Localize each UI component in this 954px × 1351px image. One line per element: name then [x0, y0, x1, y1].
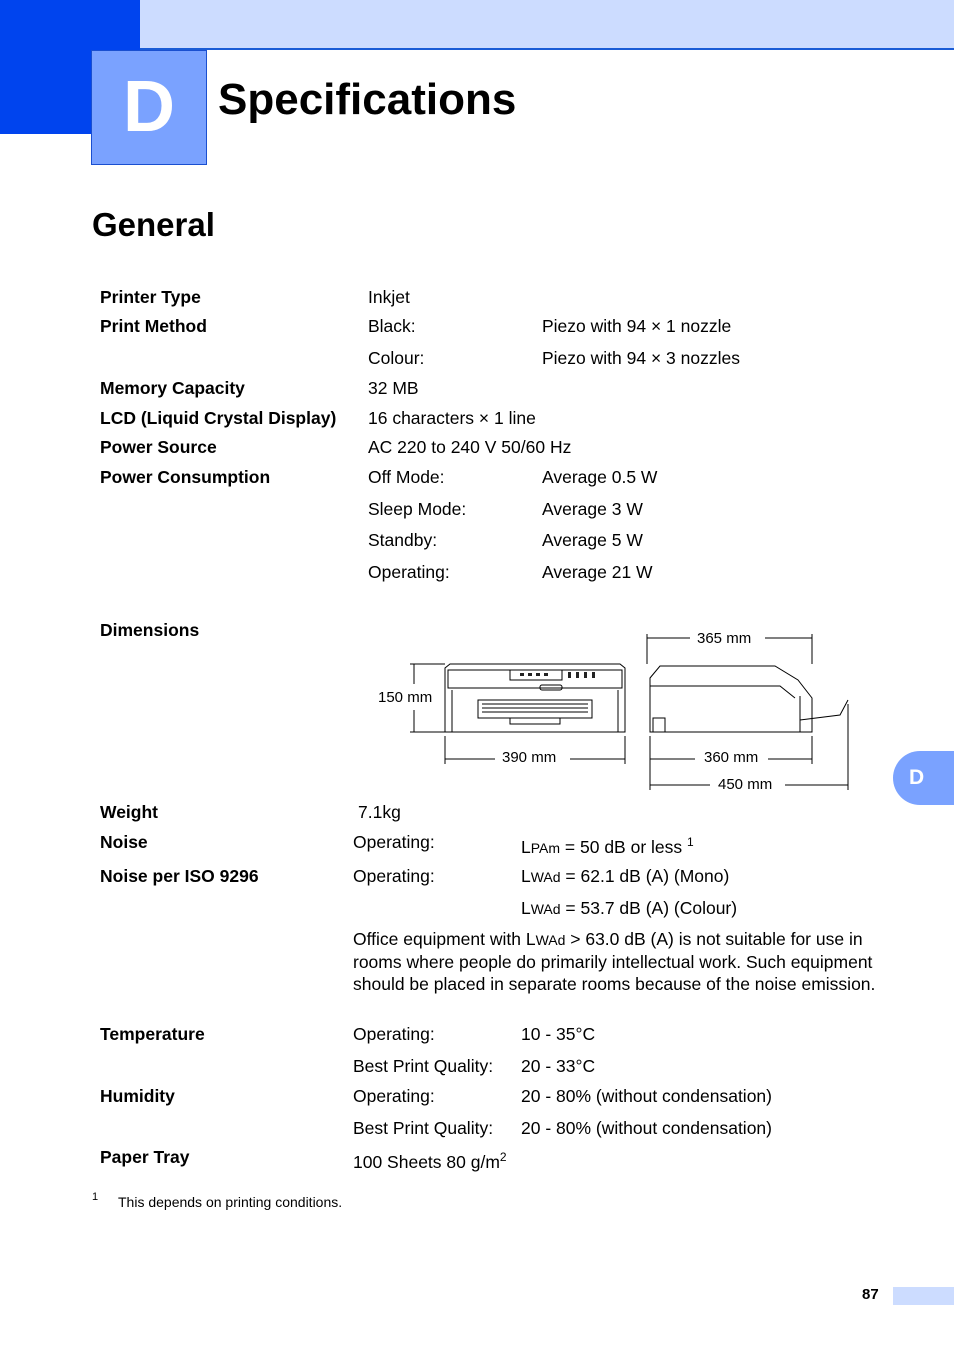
spec-label-power-consumption: Power Consumption — [100, 467, 271, 487]
chapter-letter: D — [91, 50, 207, 165]
spec-sublabel-colour: Colour: — [368, 348, 425, 368]
spec-value-printer-type: Inkjet — [368, 287, 410, 307]
power-mode-value: Average 0.5 W — [542, 467, 658, 487]
dimension-width-label: 390 mm — [502, 749, 557, 766]
noise-iso-operating-label: Operating: — [353, 866, 435, 886]
dimension-height-label: 150 mm — [378, 689, 433, 706]
dimension-depth-total-label: 450 mm — [718, 776, 773, 793]
dimensions-diagram — [370, 620, 870, 800]
footnote-ref: 1 — [687, 835, 694, 849]
spec-value-memory: 32 MB — [368, 378, 419, 398]
spec-label-paper-tray: Paper Tray — [100, 1147, 190, 1167]
page-number: 87 — [862, 1286, 879, 1303]
power-mode-value: Average 21 W — [542, 562, 653, 582]
spec-value-paper-tray: 100 Sheets 80 $g/m^2$ — [353, 1150, 507, 1172]
noise-iso-note: Office equipment with LWAd > 63.0 dB (A) is not suitable for use in rooms where people do primarily intellectual work. Such equipment should be placed in separate rooms because of the noise emission. — [353, 929, 876, 994]
spec-label-lcd: LCD (Liquid Crystal Display) — [100, 408, 337, 428]
spec-label-humidity: Humidity — [100, 1086, 175, 1106]
spec-value-power-source: AC 220 to 240 V 50/60 Hz — [368, 437, 572, 457]
humidity-operating-label: Operating: — [353, 1086, 435, 1106]
chapter-title: Specifications — [218, 75, 517, 124]
noise-operating-value: LPAm = 50 dB or less $^1$ — [521, 835, 694, 857]
power-mode-value: Average 3 W — [542, 499, 643, 519]
spec-label-noise: Noise — [100, 832, 148, 852]
spec-label-print-method: Print Method — [100, 316, 207, 336]
footnote-text: This depends on printing conditions. — [118, 1194, 343, 1210]
spec-label-weight: Weight — [100, 802, 159, 822]
humidity-operating-value: 20 - 80% (without condensation) — [521, 1086, 772, 1106]
humidity-best-value: 20 - 80% (without condensation) — [521, 1118, 772, 1138]
noise-operating-label: Operating: — [353, 832, 435, 852]
header-band — [0, 0, 954, 50]
spec-value-lcd: 16 characters × 1 line — [368, 408, 536, 428]
temperature-operating-value: 10 - 35°C — [521, 1024, 596, 1044]
spec-value-weight: 7.1kg — [358, 802, 401, 822]
dimension-depth-base-label: 360 mm — [704, 749, 759, 766]
power-mode-label: Operating: — [368, 562, 450, 582]
dimension-depth-top-label: 365 mm — [697, 630, 752, 647]
spec-label-dimensions: Dimensions — [100, 620, 200, 640]
page-number-bar — [893, 1287, 954, 1305]
spec-value-colour: Piezo with 94 × 3 nozzles — [542, 348, 740, 368]
spec-label-power-source: Power Source — [100, 437, 217, 457]
power-mode-label: Off Mode: — [368, 467, 445, 487]
spec-label-noise-iso: Noise per ISO 9296 — [100, 866, 259, 886]
temperature-best-label: Best Print Quality: — [353, 1056, 494, 1076]
power-mode-label: Standby: — [368, 530, 438, 550]
spec-value-black: Piezo with 94 × 1 nozzle — [542, 316, 732, 336]
power-mode-value: Average 5 W — [542, 530, 643, 550]
spec-label-memory: Memory Capacity — [100, 378, 245, 398]
section-title: General — [92, 206, 215, 243]
spec-label-temperature: Temperature — [100, 1024, 205, 1044]
noise-iso-colour-value: LWAd = 53.7 dB (A) (Colour) — [521, 898, 738, 918]
footnote-mark: 1 — [92, 1191, 99, 1203]
power-mode-label: Sleep Mode: — [368, 499, 467, 519]
humidity-best-label: Best Print Quality: — [353, 1118, 494, 1138]
spec-sublabel-black: Black: — [368, 316, 416, 336]
noise-iso-mono-value: LWAd = 62.1 dB (A) (Mono) — [521, 866, 730, 886]
temperature-operating-label: Operating: — [353, 1024, 435, 1044]
spec-label-printer-type: Printer Type — [100, 287, 201, 307]
temperature-best-value: 20 - 33°C — [521, 1056, 596, 1076]
chapter-side-tab[interactable]: D — [893, 751, 954, 805]
